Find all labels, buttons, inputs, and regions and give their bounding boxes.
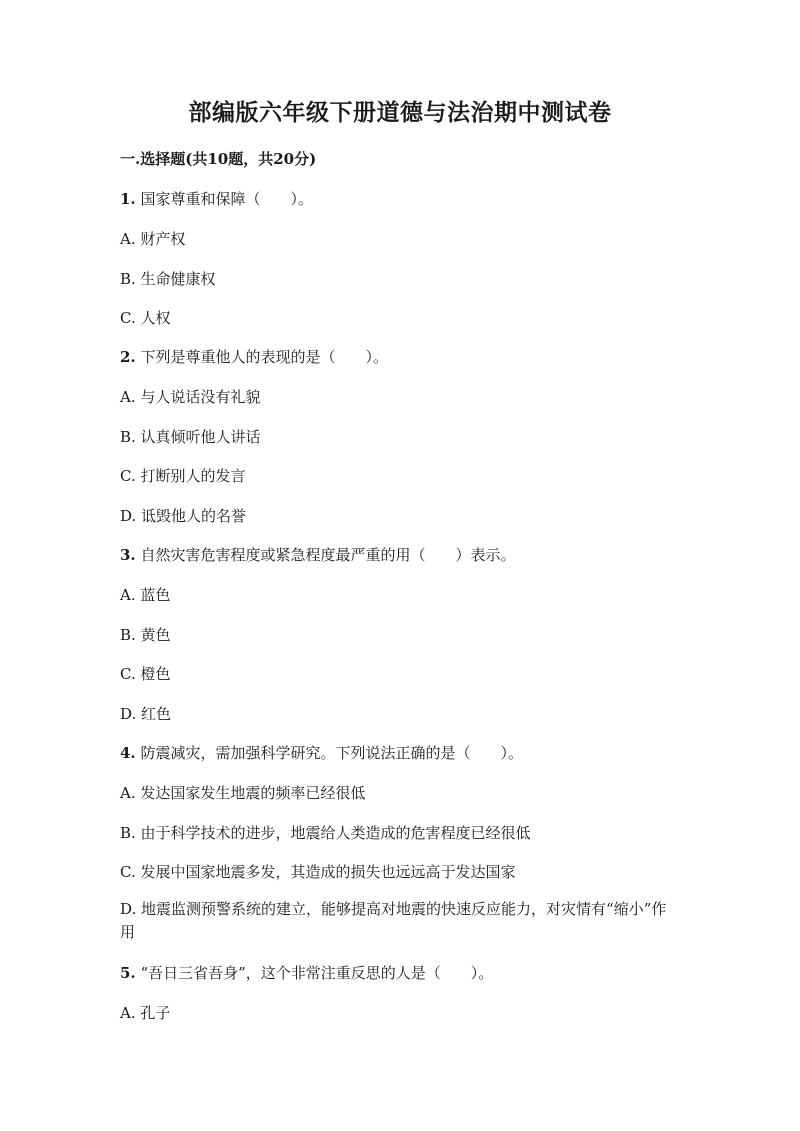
option-4b: B. 由于科学技术的进步，地震给人类造成的危害程度已经很低 <box>120 824 531 842</box>
question-number: 4. <box>120 744 136 762</box>
question-stem: “吾日三省吾身”，这个非常注重反思的人是（ ）。 <box>140 964 494 982</box>
option-3c: C. 橙色 <box>120 665 171 683</box>
option-1a: A. 财产权 <box>120 230 186 248</box>
question-stem: 下列是尊重他人的表现的是（ ）。 <box>140 348 388 366</box>
option-4d: D. 地震监测预警系统的建立，能够提高对地震的快速反应能力，对灾情有“缩小”作用 <box>120 900 667 941</box>
option-2c: C. 打断别人的发言 <box>120 467 246 485</box>
question-number: 1. <box>120 190 136 208</box>
page-title: 部编版六年级下册道德与法治期中测试卷 <box>188 99 612 126</box>
section-heading: 一.选择题(共10题，共20分) <box>120 150 317 168</box>
option-2d: D. 诋毁他人的名誉 <box>120 507 247 525</box>
option-5a: A. 孔子 <box>120 1004 171 1022</box>
option-4a: A. 发达国家发生地震的频率已经很低 <box>120 784 366 802</box>
option-2a: A. 与人说话没有礼貌 <box>120 388 261 406</box>
option-1b: B. 生命健康权 <box>120 270 216 288</box>
question-3 <box>120 544 515 565</box>
question-5 <box>120 962 493 983</box>
question-number: 2. <box>120 348 136 366</box>
question-number: 3. <box>120 546 136 564</box>
question-stem: 国家尊重和保障（ ）。 <box>140 190 313 208</box>
question-2 <box>120 346 388 367</box>
question-stem: 自然灾害危害程度或紧急程度最严重的用（ ）表示。 <box>140 546 516 564</box>
option-4c: C. 发展中国家地震多发，其造成的损失也远远高于发达国家 <box>120 863 516 881</box>
option-3a: A. 蓝色 <box>120 586 171 604</box>
option-2b: B. 认真倾听他人讲话 <box>120 428 261 446</box>
question-1 <box>120 188 313 209</box>
option-1c: C. 人权 <box>120 309 171 327</box>
question-stem: 防震减灾，需加强科学研究。下列说法正确的是（ ）。 <box>140 744 523 762</box>
option-3d: D. 红色 <box>120 705 172 723</box>
question-4 <box>120 742 523 763</box>
question-number: 5. <box>120 964 136 982</box>
option-3b: B. 黄色 <box>120 626 171 644</box>
